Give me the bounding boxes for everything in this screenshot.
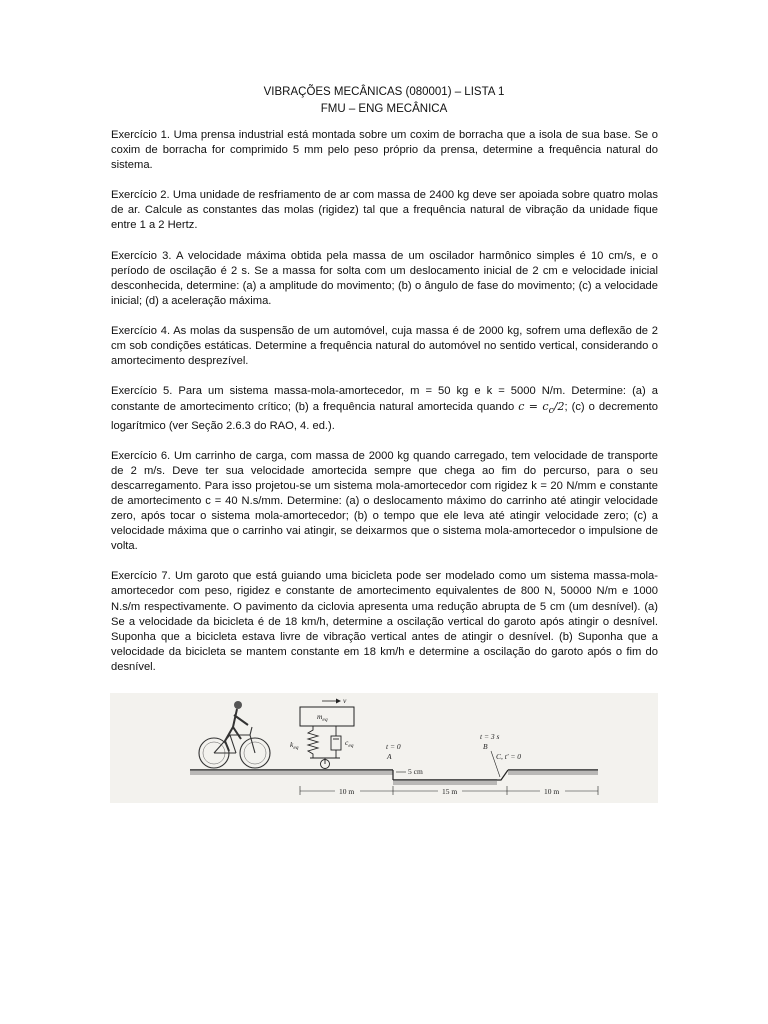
exercise-1 [111,128,658,173]
damper-icon [331,726,341,758]
bicycle-rider-icon [199,701,270,768]
spring-icon [308,726,318,758]
spring-label: $k_{eq}$ [290,740,299,751]
exercise-2 [111,188,658,233]
exercise-list [111,128,658,690]
point-c-label: C, t′ = 0 [496,752,522,761]
exercise-1-text: Exercício 1. Uma prensa industrial está montada sobre um coxim de borracha que a isola de sua base. Se o coxim de borracha for comprimido 5 mm pelo peso próprio da prensa, determine a frequência natural do sistema. [111,129,658,172]
point-b-label: B [483,742,488,751]
exercise-5-text-after: ; (c) o decremento logarítmico (ver Seção 2.6.3 do RAO, 4. ed.). [111,401,658,432]
damper-label: $c_{eq}$ [345,738,354,749]
exercise-2-text: Exercício 2. Uma unidade de resfriamento de ar com massa de 2400 kg deve ser apoiada sobre quatro molas de ar. Calcule as constantes das molas (rigidez) tal que a frequência natural de vibração da unidade fique entre 1 a 2 Hertz. [111,189,658,232]
mass-spring-damper-model [290,696,354,769]
exercise-6 [111,449,658,555]
bicycle-drop-figure [110,693,658,803]
exercise-3-text: Exercício 3. A velocidade máxima obtida pela massa de um oscilador harmônico simples é 10 cm/s, e o período de oscilação é 2 s. Se a massa for solta com um deslocamento inicial de 2 cm e velocidade inicial desconhecida, determine: (a) a amplitude do movimento; (b) o ângulo de fase do movimento; (c) a velocidade inicial; (d) a aceleração máxima. [111,249,658,307]
exercise-7 [111,569,658,675]
mass-label: $m_{eq}$ [317,712,328,723]
exercise-5-text-before: Exercício 5. Para um sistema massa-mola-amortecedor, m = 50 kg e k = 5000 N/m. Determine: (a) a constante de amortecimento crítico; (b) a frequência natural amortecida quando [111,385,658,414]
document-subtitle: FMU – ENG MECÂNICA [320,103,448,115]
exercise-4-text: Exercício 4. As molas da suspensão de um automóvel, cuja massa é de 2000 kg, sofrem uma deflexão de 2 cm sob condições estáticas. Determine a frequência natural do automóvel no sentido vertical, considerando o amortecimento desprezível. [111,324,658,368]
ground-lower [393,780,497,785]
drop-height-label: 5 cm [408,767,423,776]
exercise-6-text: Exercício 6. Um carrinho de carga, com massa de 2000 kg quando carregado, tem velocidade de transporte de 2 m/s. Deve ter sua velocidade amortecida sempre que chega ao fim do percurso, para o seu descarregamento. Para isso projetou-se um sistema mola-amortecedor com rigidez k = 20 N/mm e constante de amortecimento c = 40 N.s/mm. Determine: (a) o deslocamento máximo do carrinho até atingir velocidade zero, após tocar o sistema mola-amortecedor; (b) o tempo que ele leva até atingir velocidade zero; (c) a velocidade máxima que o carrinho vai atingir, se deixarmos que o sistema mola-amortecedor o impulsione de volta. [111,449,658,553]
figure-drawing [110,693,658,803]
step-up-edge [497,770,508,780]
velocity-arrowhead-icon [336,699,341,704]
point-a-label: A [387,752,392,761]
exercise-5-text [111,384,658,433]
time-three-label: t = 3 s [480,732,500,741]
time-zero-label: t = 0 [386,742,401,751]
velocity-label: v [343,696,347,705]
exercise-5-formula: $c = c_c/2$ [518,400,565,417]
exercise-5 [111,384,658,433]
distance-1-label: 10 m [339,787,355,796]
document-header [0,84,768,118]
ground-upper-left [190,770,393,775]
exercise-7-text: Exercício 7. Um garoto que está guiando uma bicicleta pode ser modelado como um sistema massa-mola-amortecedor com peso, rigidez e constante de amortecimento equivalentes de 800 N, 50000 N/m e 1000 N.s/m respectivamente. O pavimento da ciclovia apresenta uma redução abrupta de 5 cm (um desnível). (a) Se a velocidade da bicicleta é de 18 km/h, determine a oscilação vertical do garoto após atingir o desnível. Suponha que a bicicleta estava livre de vibração vertical antes de atingir o desnível. (b) Suponha que a velocidade da bicicleta se mantem constante em 18 km/h e determine a oscilação do garoto após o fim do desnível. [111,570,658,673]
document-title: VIBRAÇÕES MECÂNICAS (080001) – LISTA 1 [263,86,505,98]
distance-3-label: 10 m [544,787,560,796]
exercise-3 [111,249,658,309]
distance-2-label: 15 m [442,787,458,796]
ground-upper-right [508,770,598,775]
exercise-4 [111,324,658,369]
